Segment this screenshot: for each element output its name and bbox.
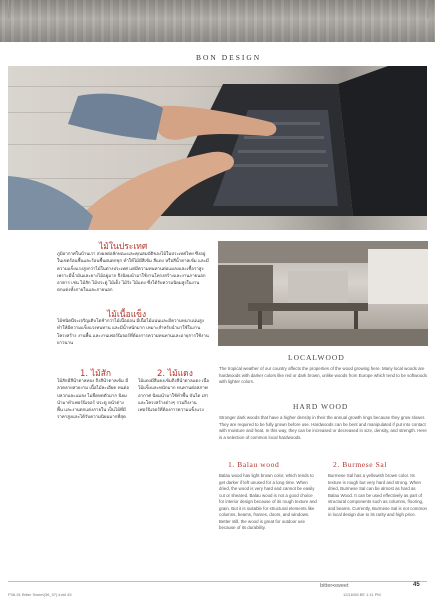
print-slug-left: P38-51 Bitter Sweet(36_97).indd 45 [8, 592, 72, 597]
thai-subtext-1: ไม้สักมีสีน้ำตาลทอง ถึงสีน้ำตาลเข้ม มีลวดลายสวยงาม เนื้อไม้ละเอียด ทนต่อปลวกและแมลง ไม่ยืดหดตัวมาก นิยมนำมาทำเฟอร์นิเจอร์ ประตู หน้าต่าง พื้น และงานตกแต่งภายใน เป็นไม้ที่มีราคาสูงและได้รับความนิยมมากที่สุด [57, 379, 129, 421]
english-paragraph-hardwood: Stronger dark woods that have a higher density in their the annual growth rings because they grow slower. They are required to be fully grown before use. Hardwoods can be bent and manipulated if put into contact with moisture and heat. In this way, they can be increased or decreased in size, density, and strength. Here is a selection of common local hardwoods. [219, 415, 427, 440]
thai-paragraph-local-wood: ภูมิอากาศในบ้านเรา ส่งผลต่อลักษณะและคุณสมบัติของไม้ในประเทศไทย ซึ่งอยู่ในเขตร้อนชื้นและร้อนชื้นฝนตกชุก ทำให้ไม้มีสีเข้ม สีแดง หรือสีน้ำตาลเข้ม และมีความแข็งแรงสูงกว่าไม้ในต่างประเทศ แต่มีความทนทานต่อแมลงและเชื้อราสูง เพราะมีน้ำมันและยางไม้อยู่มาก จึงนิยมนำมาใช้งานโครงสร้างและงานภายนอกอาคาร เช่น ไม้สัก ไม้ประดู่ ไม้เต็ง ไม้รัง ไม้แดง ซึ่งได้รับความนิยมสูงในงานตกแต่งทั้งภายในและภายนอก [57, 252, 209, 294]
english-subtext-balau: Balau wood has light brown color, which tends to get darker if left unused for a long time. When dried, the wood is very hard and cannot be easily cut or sheared. Balau wood is not a good choice for interior design because of its rough texture and grain. But it is suitable for structural elements like columns, beams, frames, doors, and windows. Better still, the wood is great for outdoor use because of its durability. [219, 473, 317, 530]
english-subheading-balau: 1. Balau wood [228, 460, 280, 469]
english-subtext-burmese-sal: Burmese Sal has a yellowish brown color. Its texture is rough but very hard and strong. When dried, Burmese Sal can be almost as hard as Balau Wood. It can be used effectively as part of structural components such as columns, flooring, and beams. Currently, Burmese Sal is not common in local design due to its rarity and high price. [328, 473, 427, 517]
thai-subheading-1: 1. ไม้สัก [80, 369, 112, 379]
thai-paragraph-hardwood: ไม้ชนิดนี้จะเจริญเติบโตช้ากว่าไม้เนื้ออ่อน มีเนื้อไม้แน่นและมีความหนาแน่นสูง ทำให้มีความแข็งแรงทนทาน และมีน้ำหนักมาก เหมาะสำหรับนำมาใช้ในงานโครงสร้าง งานพื้น และงานเฟอร์นิเจอร์ที่ต้องการความทนทานและอายุการใช้งานยาวนาน [57, 319, 209, 346]
top-wood-strip [0, 0, 435, 42]
page-number: 45 [413, 582, 420, 588]
magazine-brand: bitter•sweet [320, 583, 349, 589]
english-subheading-burmese-sal: 2. Burmese Sal [333, 460, 388, 469]
thai-heading-hardwood: ไม้เนื้อแข็ง [107, 310, 147, 320]
thai-heading-local-wood: ไม้ในประเทศ [99, 242, 148, 252]
interior-photo [218, 241, 428, 346]
footer-rule [8, 581, 427, 582]
hero-photo-laptop [8, 66, 427, 230]
crop-mark-icon [8, 0, 9, 18]
thai-subtext-2: ไม้แดงมีสีแดงเข้มถึงสีน้ำตาลแดง เนื้อไม้แข็งและหนักมาก ทนทานต่อสภาพอากาศ นิยมนำมาใช้ทำพื้น บันได เสา และโครงสร้างต่างๆ รวมถึงงานเฟอร์นิเจอร์ที่ต้องการความแข็งแรง [138, 379, 210, 414]
thai-subheading-2: 2. ไม้แดง [157, 369, 193, 379]
english-heading-localwood: LOCALWOOD [288, 353, 345, 362]
english-paragraph-localwood: The tropical weather of our country affects the properties of the wood growing here. Many local woods are hardwoods with darker colors like red or dark brown, unlike woods from Europe which tend to be softwoods with lighter colors. [219, 366, 427, 384]
english-heading-hardwood: HARD WOOD [293, 402, 349, 411]
section-label: BON DESIGN [196, 53, 262, 62]
crop-mark-icon [427, 0, 428, 18]
print-slug-right: 12/16/58 BE 1:11 PM [343, 592, 381, 597]
